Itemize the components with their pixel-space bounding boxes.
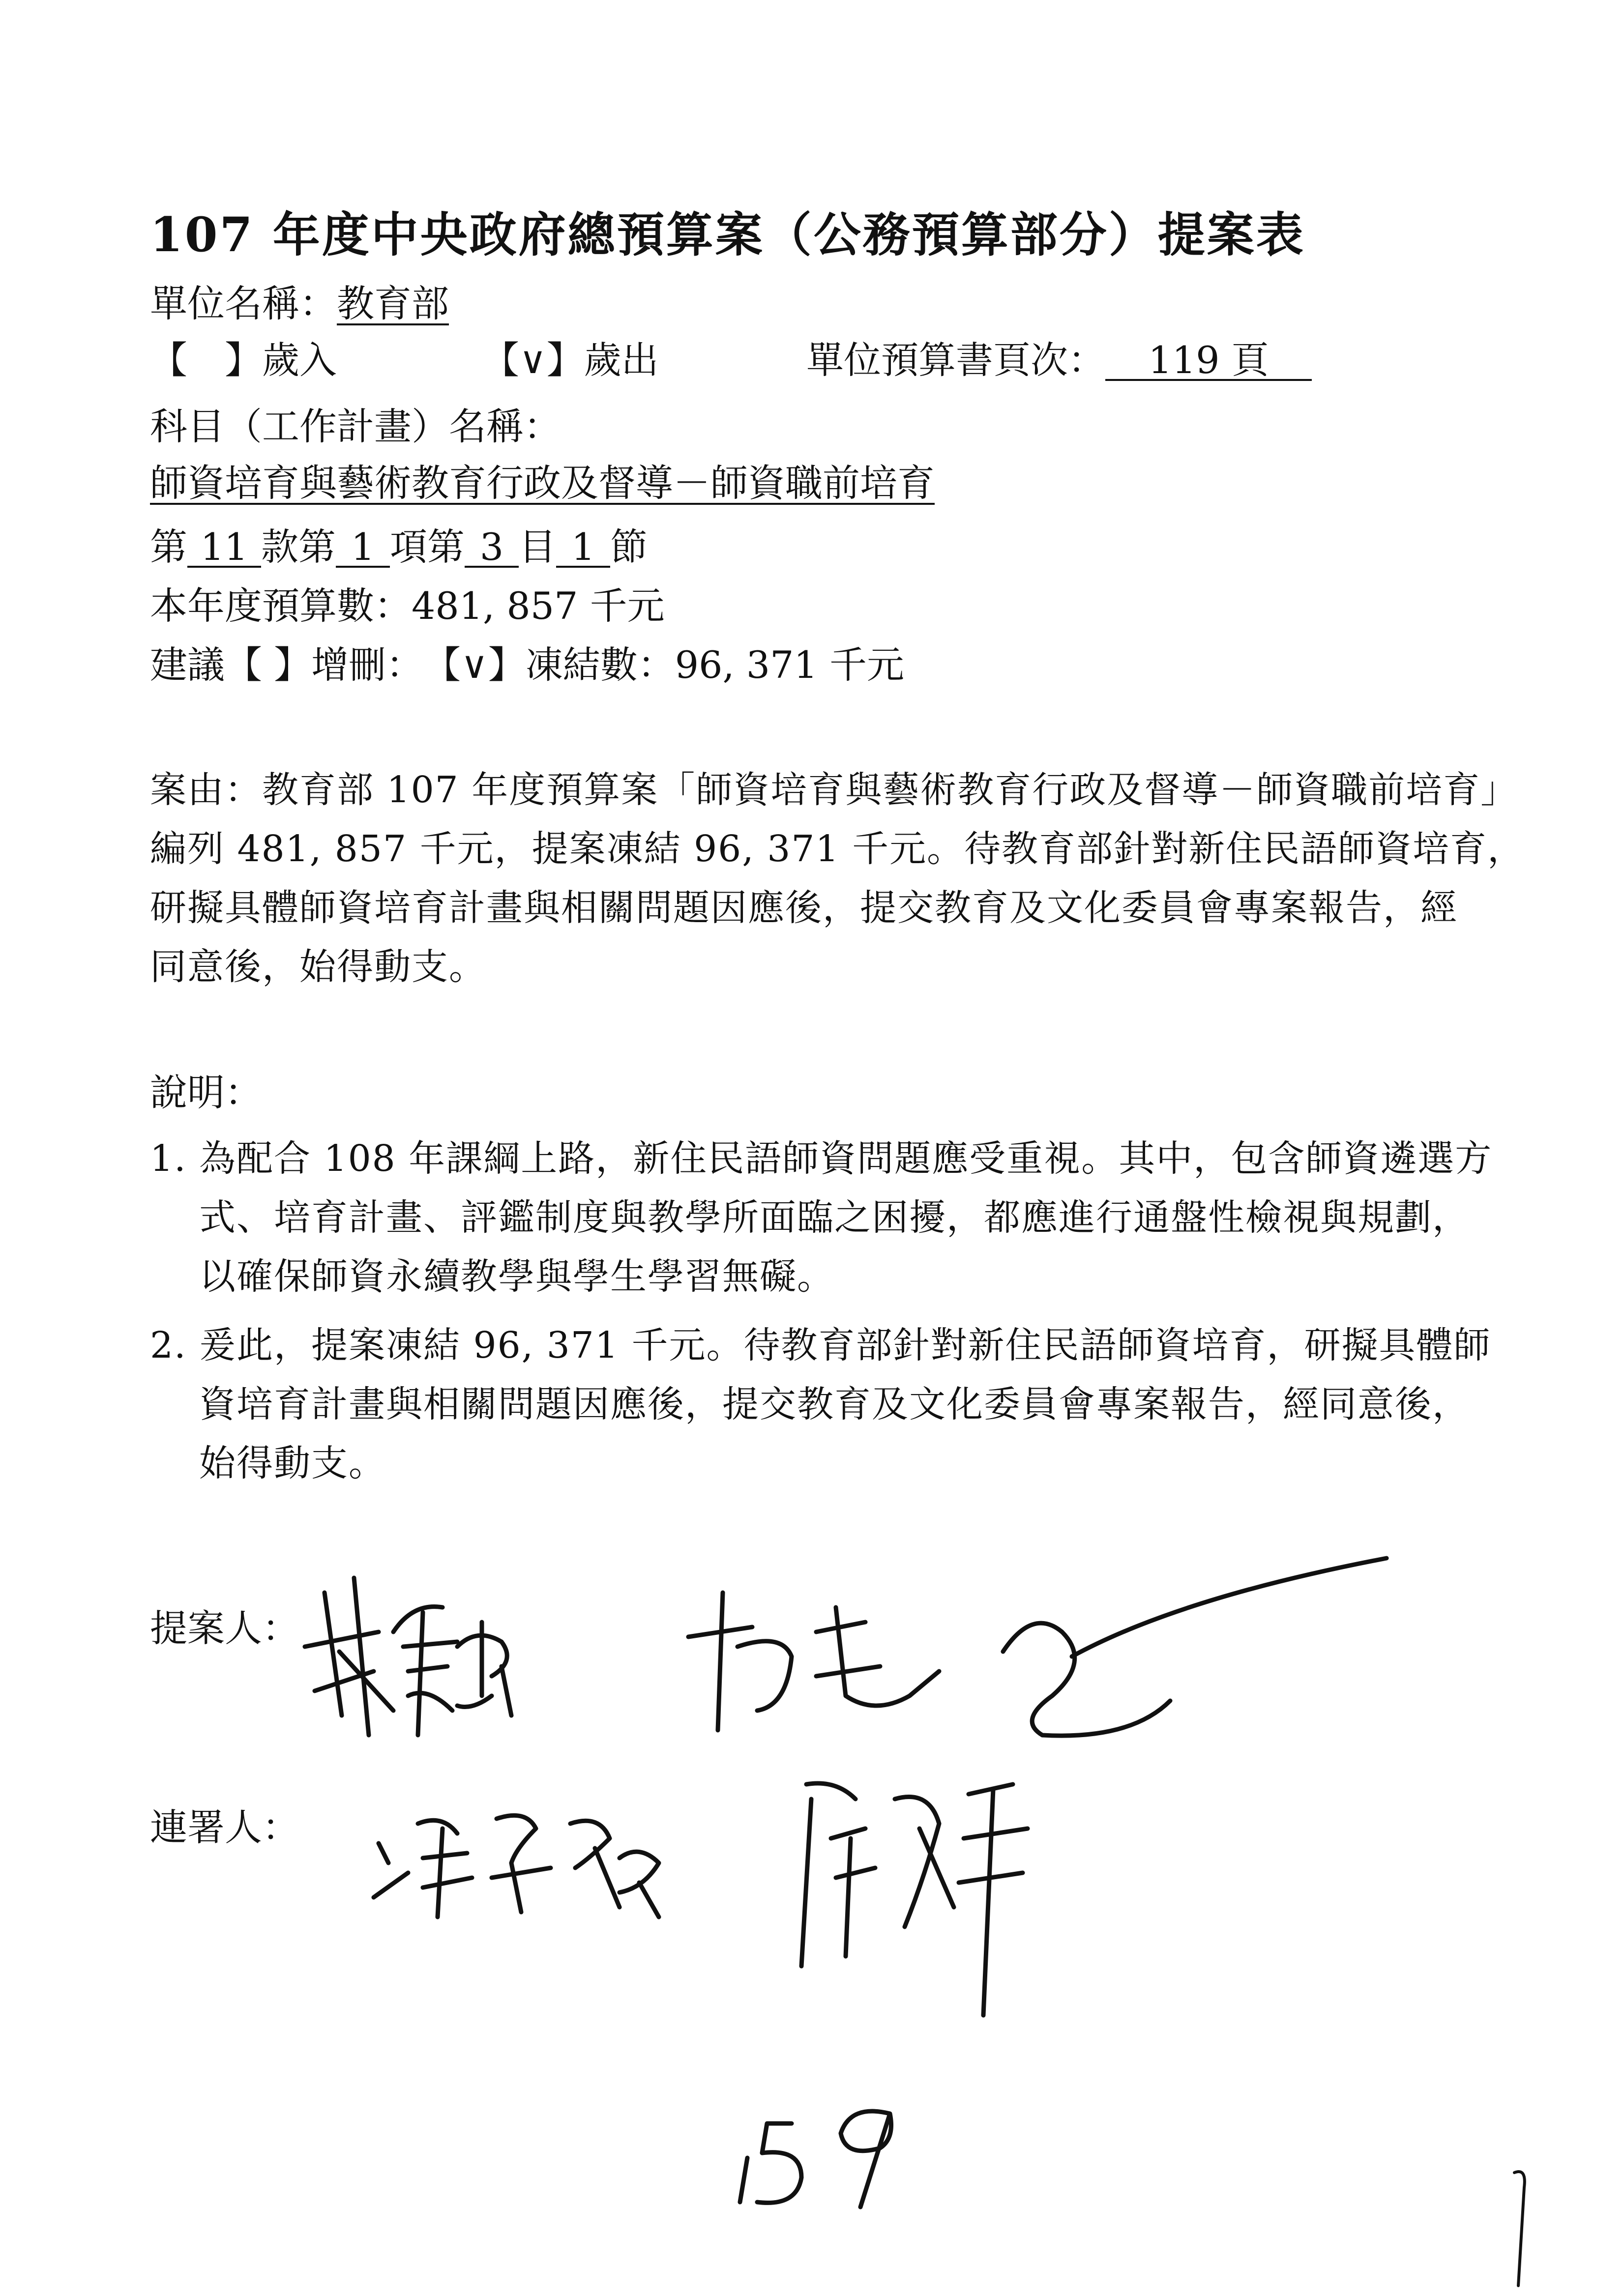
page-ref-value: 119 頁 xyxy=(1105,342,1312,381)
item-mu-label: 目 xyxy=(519,525,556,569)
explain-item-line: 始得動支。 xyxy=(199,1442,386,1484)
explain-label: 說明： xyxy=(150,1071,262,1114)
item-kuan-label: 款第 xyxy=(261,525,336,569)
proposer-signatures xyxy=(295,1548,1426,1755)
item-xiang-label: 項第 xyxy=(390,525,465,569)
item-jie-label: 節 xyxy=(610,525,648,569)
page-ref-row xyxy=(806,338,1312,382)
page-ref-label: 單位預算書頁次： xyxy=(806,338,1105,382)
revenue-mark: 【 】歲入 xyxy=(150,338,337,382)
reason-line: 研擬具體師資培育計畫與相關問題因應後，提交教育及文化委員會專案報告，經 xyxy=(150,887,1458,929)
cosigner-signatures xyxy=(364,1770,1101,2045)
explain-item-line: 爰此，提案凍結 96, 371 千元。待教育部針對新住民語師資培育，研擬具體師 xyxy=(199,1324,1491,1366)
item-row xyxy=(150,525,648,569)
xiang-value: 1 xyxy=(336,528,390,568)
explain-item-number: 2. xyxy=(150,1324,187,1366)
mu-value: 3 xyxy=(465,528,519,568)
proposer-label: 提案人： xyxy=(150,1606,299,1650)
reason-line: 案由：教育部 107 年度預算案「師資培育與藝術教育行政及督導－師資職前培育」 xyxy=(150,769,1518,811)
subject-label: 科目（工作計畫）名稱： xyxy=(150,405,561,448)
explain-item-line: 以確保師資永續教學與學生學習無礙。 xyxy=(199,1255,834,1298)
budget-amount: 本年度預算數：481, 857 千元 xyxy=(150,584,665,628)
reason-line: 同意後，始得動支。 xyxy=(150,946,486,988)
explain-item-line: 為配合 108 年課綱上路，新住民語師資問題應受重視。其中，包含師資遴選方 xyxy=(199,1137,1493,1180)
subject-name: 師資培育與藝術教育行政及督導－師資職前培育 xyxy=(150,461,935,505)
expenditure-mark: 【∨】歲出 xyxy=(482,338,659,382)
suggestion-row: 建議【 】增刪： 【∨】凍結數：96, 371 千元 xyxy=(150,643,905,687)
unit-label: 單位名稱： xyxy=(150,282,337,325)
edge-mark xyxy=(1505,2163,1534,2291)
handwritten-page-number xyxy=(728,2094,944,2212)
unit-row xyxy=(150,282,449,325)
item-prefix: 第 xyxy=(150,525,187,569)
unit-name: 教育部 xyxy=(337,282,449,325)
explain-item-line: 資培育計畫與相關問題因應後，提交教育及文化委員會專案報告，經同意後， xyxy=(199,1383,1470,1425)
kuan-value: 11 xyxy=(187,528,261,568)
cosigner-label: 連署人： xyxy=(150,1805,299,1849)
jie-value: 1 xyxy=(556,528,610,568)
explain-item-line: 式、培育計畫、評鑑制度與教學所面臨之困擾，都應進行通盤性檢視與規劃， xyxy=(199,1196,1470,1239)
explain-item-number: 1. xyxy=(150,1137,187,1180)
document-title: 107 年度中央政府總預算案（公務預算部分）提案表 xyxy=(150,207,1305,262)
reason-line: 編列 481, 857 千元，提案凍結 96, 371 千元。待教育部針對新住民語師資培育， xyxy=(150,828,1525,870)
